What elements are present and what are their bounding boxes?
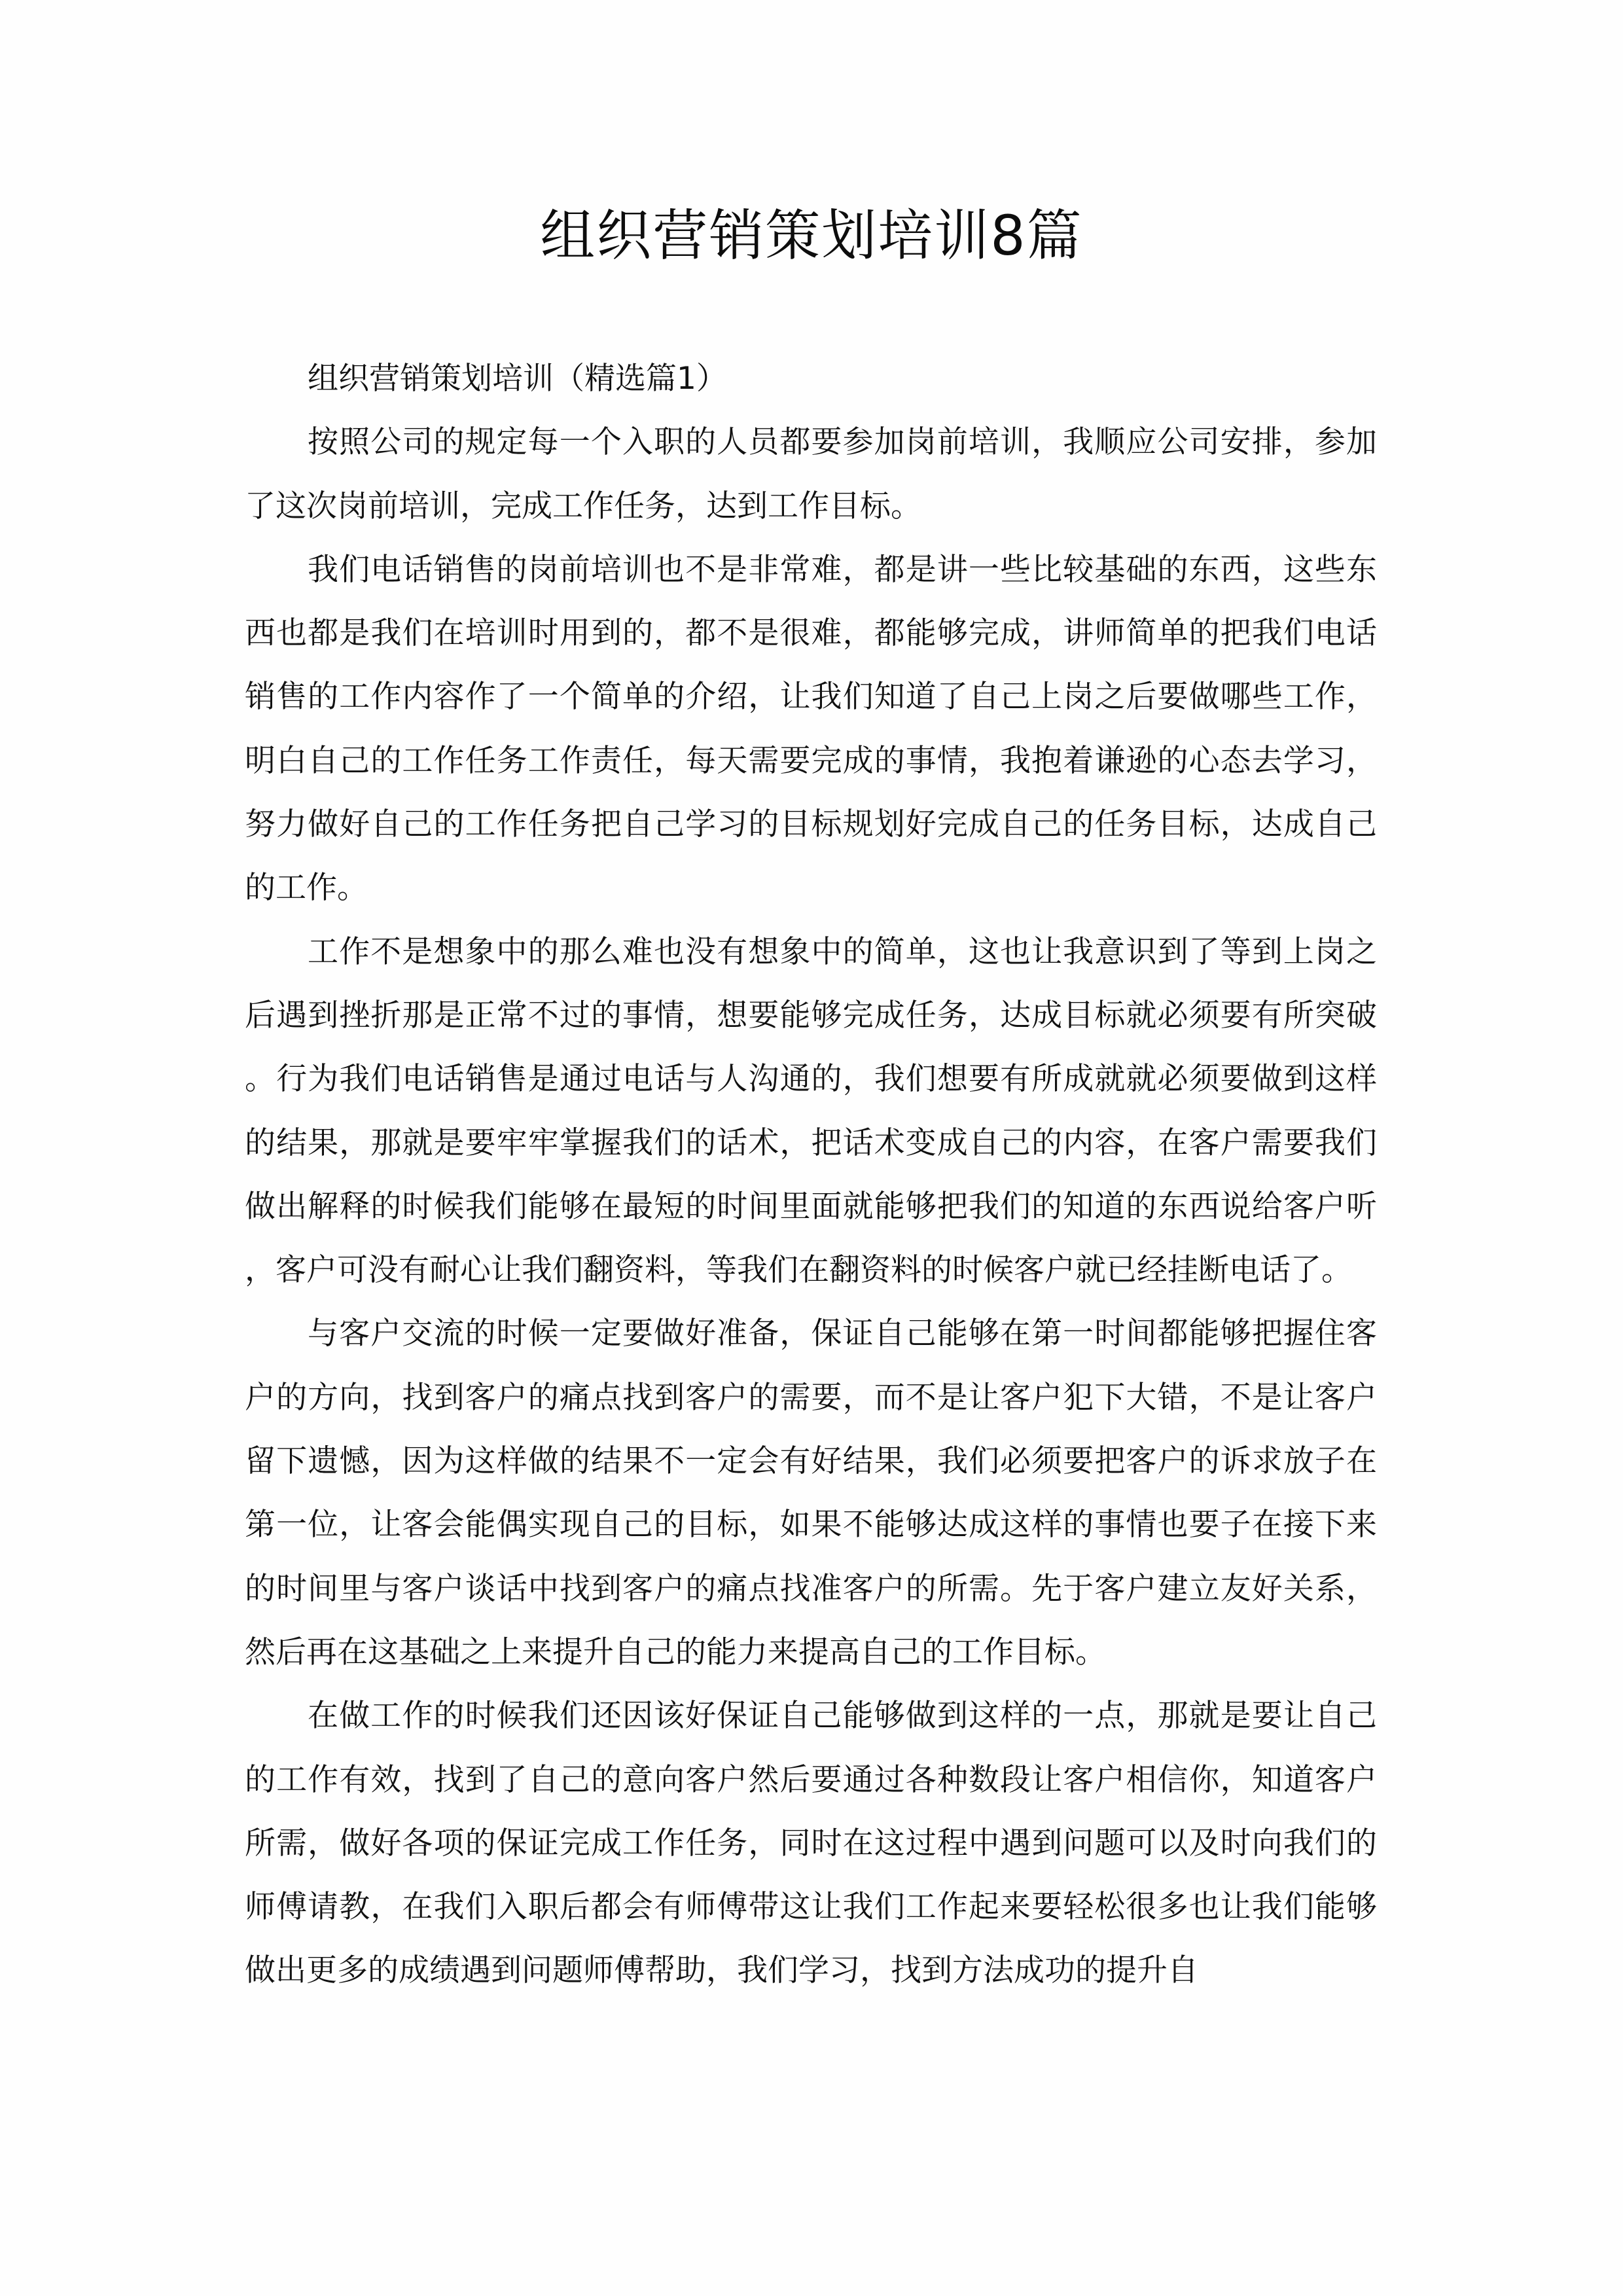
document-body: [245, 347, 1377, 2003]
document-title: 组织营销策划培训8篇: [540, 204, 1083, 268]
paragraph-2: 我们电话销售的岗前培训也不是非常难，都是讲一些比较基础的东西，这些东西也都是我们在培训时用到的，都不是很难，都能够完成，讲师简单的把我们电话销售的工作内容作了一个简单的介绍，让我们知道了自己上岗之后要做哪些工作，明白自己的工作任务工作责任，每天需要完成的事情，我抱着谦逊的心态去学习，努力做好自己的工作任务把自己学习的目标规划好完成自己的任务目标，达成自己的工作。: [245, 551, 1377, 906]
paragraph-1: 按照公司的规定每一个入职的人员都要参加岗前培训，我顺应公司安排，参加了这次岗前培训，完成工作任务，达到工作目标。: [245, 424, 1377, 524]
paragraph-3: 工作不是想象中的那么难也没有想象中的简单，这也让我意识到了等到上岗之后遇到挫折那是正常不过的事情，想要能够完成任务，达成目标就必须要有所突破。行为我们电话销售是通过电话与人沟通的，我们想要有所成就就必须要做到这样的结果，那就是要牢牢掌握我们的话术，把话术变成自己的内容，在客户需要我们做出解释的时候我们能够在最短的时间里面就能够把我们的知道的东西说给客户听，客户可没有耐心让我们翻资料，等我们在翻资料的时候客户就已经挂断电话了。: [245, 933, 1377, 1289]
section-heading: 组织营销策划培训（精选篇1）: [308, 361, 727, 397]
paragraph-4: 与客户交流的时候一定要做好准备，保证自己能够在第一时间都能够把握住客户的方向，找到客户的痛点找到客户的需要，而不是让客户犯下大错，不是让客户留下遗憾，因为这样做的结果不一定会有好结果，我们必须要把客户的诉求放子在第一位，让客会能偶实现自己的目标，如果不能够达成这样的事情也要子在接下来的时间里与客户谈话中找到客户的痛点找准客户的所需。先于客户建立友好关系，然后再在这基础之上来提升自己的能力来提高自己的工作目标。: [245, 1316, 1377, 1670]
paragraph-5: 在做工作的时候我们还因该好保证自己能够做到这样的一点，那就是要让自己的工作有效，找到了自己的意向客户然后要通过各种数段让客户相信你，知道客户所需，做好各项的保证完成工作任务，同时在这过程中遇到问题可以及时向我们的师傅请教，在我们入职后都会有师傅带这让我们工作起来要轻松很多也让我们能够做出更多的成绩遇到问题师傅帮助，我们学习，找到方法成功的提升自: [245, 1698, 1377, 1989]
